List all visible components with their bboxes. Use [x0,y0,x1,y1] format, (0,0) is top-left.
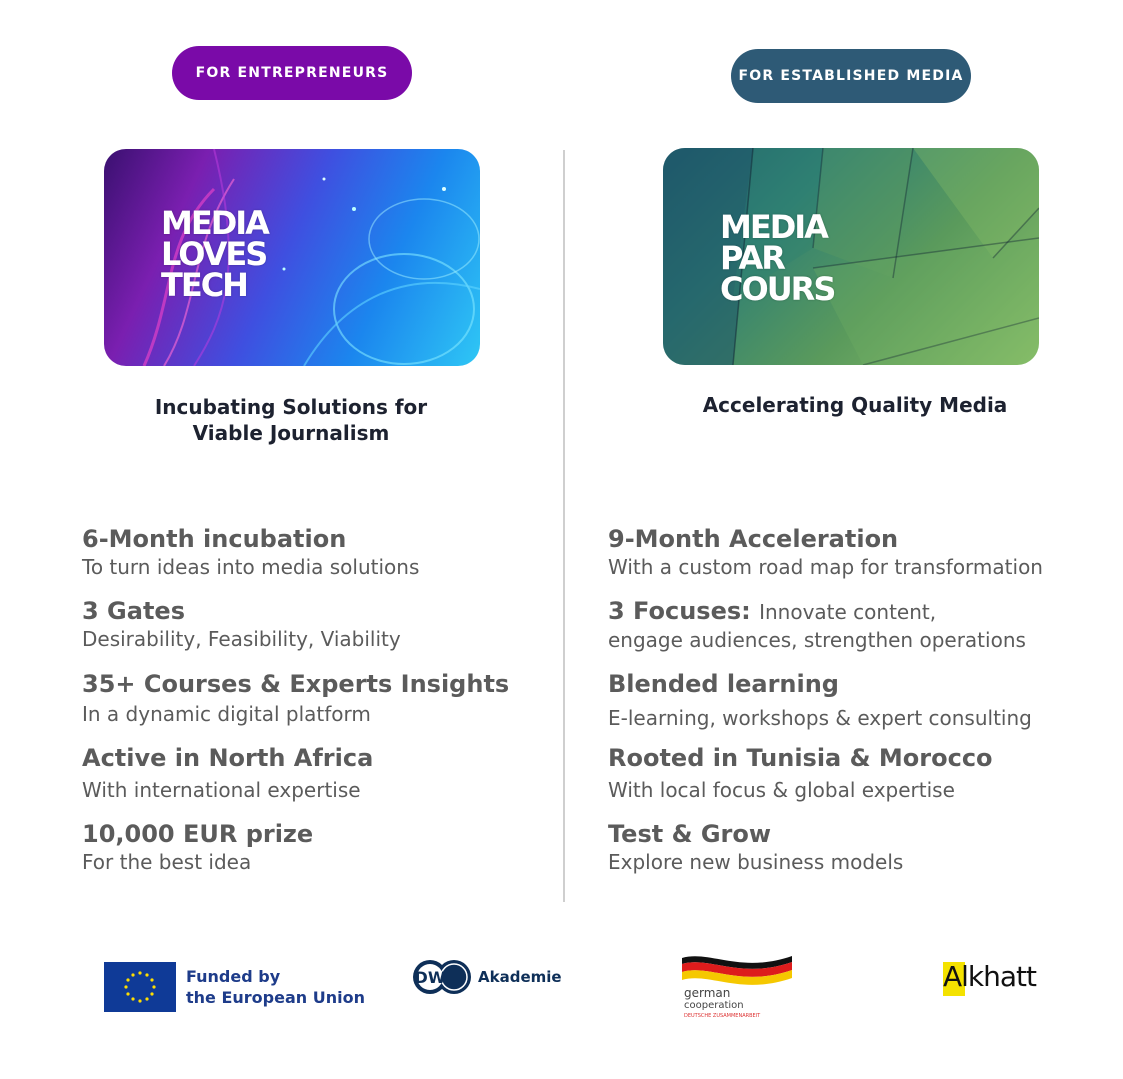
eu-funding-logo [104,962,365,1012]
card-line: COURS [720,270,835,308]
gc-german-text: german [684,986,731,1000]
feature-item [82,524,419,580]
media-loves-tech-title [161,204,268,304]
gc-cooperation-text: cooperation [684,1000,744,1011]
feature-title [608,596,1026,627]
established-media-subtitle: Accelerating Quality Media [702,393,1008,417]
card-line: PAR [720,239,784,277]
german-flag-wave-icon [680,950,795,1020]
alkhatt-text: Alkhatt [943,960,1037,993]
feature-desc: To turn ideas into media solutions [82,555,420,579]
feature-desc: In a dynamic digital platform [82,702,371,726]
feature-desc: Desirability, Feasibility, Viability [82,627,401,651]
feature-title: 3 Gates [82,597,185,625]
feature-item [82,819,313,875]
dw-icon [412,958,472,996]
entrepreneurs-subtitle [150,394,432,446]
dw-akademie-logo [412,958,562,996]
feature-item [608,669,1032,731]
feature-title: 10,000 EUR prize [82,820,314,848]
eu-text-line: the European Union [186,988,365,1007]
feature-title: Rooted in Tunisia & Morocco [608,744,993,772]
feature-item [608,819,903,875]
feature-desc: E-learning, workshops & expert consulting [608,706,1032,730]
card-line: MEDIA [161,204,268,242]
for-entrepreneurs-badge: FOR ENTREPRENEURS [172,46,412,100]
card-line: MEDIA [720,208,827,246]
feature-title: Test & Grow [608,820,772,848]
feature-title-text: 3 Focuses: [608,597,751,625]
card-line: LOVES [161,235,267,273]
feature-title: 9-Month Acceleration [608,525,899,553]
feature-desc: Explore new business models [608,850,904,874]
feature-title: Blended learning [608,670,839,698]
media-loves-tech-card [104,149,480,366]
feature-desc: With a custom road map for transformation [608,555,1043,579]
for-established-media-badge: FOR ESTABLISHED MEDIA [731,49,971,103]
gc-deutsche-text: DEUTSCHE ZUSAMMENARBEIT [684,1013,761,1019]
eu-text-line: Funded by [186,967,281,986]
feature-item [82,596,401,652]
alkhatt-wordmark [943,960,1036,993]
feature-item [82,743,373,803]
column-divider [563,150,565,902]
feature-title: 35+ Courses & Experts Insights [82,670,510,698]
subtitle-line: Viable Journalism [192,421,390,445]
alkhatt-logo [943,960,1036,993]
feature-desc: For the best idea [82,850,252,874]
feature-item [82,669,509,727]
feature-desc: engage audiences, strengthen operations [608,628,1026,652]
media-par-cours-title [720,208,835,308]
dw-akademie-text: Akademie [478,968,562,986]
feature-desc: With international expertise [82,778,361,802]
feature-title: Active in North Africa [82,744,374,772]
feature-item [608,596,1026,653]
feature-item [608,743,993,803]
eu-flag-icon [104,962,176,1012]
media-par-cours-card [663,148,1039,365]
feature-item [608,524,1043,580]
feature-desc: With local focus & global expertise [608,778,955,802]
feature-title: 6-Month incubation [82,525,347,553]
card-line: TECH [161,266,247,304]
eu-funding-text [186,966,365,1008]
german-cooperation-logo [680,950,795,1020]
feature-inline-desc: Innovate content, [759,600,937,624]
dw-mark-text: DW [414,968,446,987]
subtitle-line: Incubating Solutions for [154,395,428,419]
